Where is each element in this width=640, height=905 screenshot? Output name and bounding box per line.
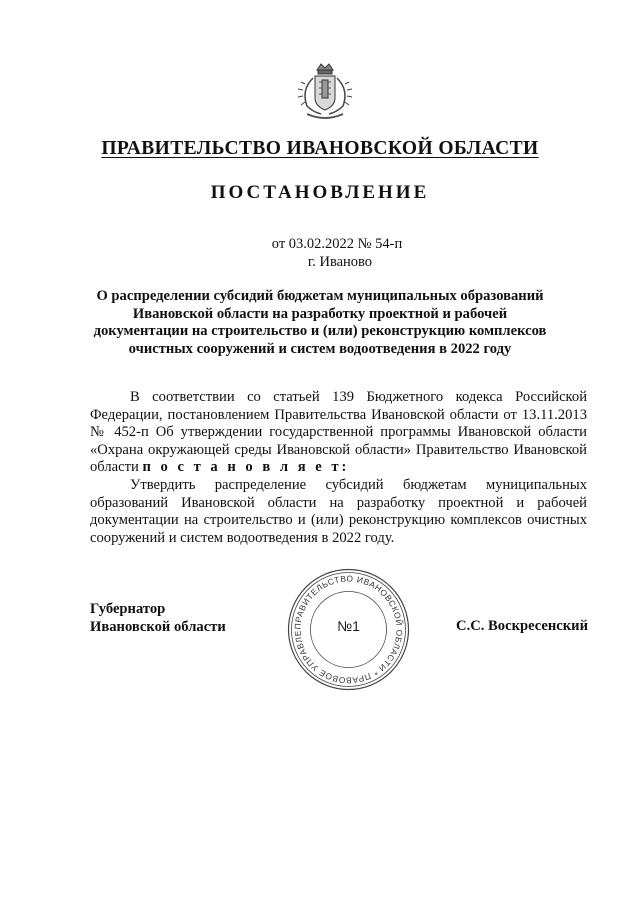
document-type-heading: ПОСТАНОВЛЕНИЕ [210, 182, 430, 203]
city-line: г. Иваново [307, 254, 373, 270]
document-subject: О распределении субсидий бюджетам муниципальных образований Ивановской области на разработку проектной и рабочей документации на строительство и (или) реконструкцию комплексов очистных сооружений и систем водоотведения в 2022 году [93, 288, 547, 357]
coat-of-arms-icon [293, 60, 357, 124]
signer-name: С.С. Воскресенский [456, 618, 588, 634]
official-seal [286, 567, 411, 692]
signer-position [90, 600, 226, 636]
signer-position-line-1: Губернатор [90, 601, 166, 617]
decree-word: п о с т а н о в л я е т: [142, 459, 350, 476]
seal-number: №1 [337, 618, 360, 634]
date-and-number: от 03.02.2022 № 54-п [271, 236, 403, 252]
body-paragraph-1: В соответствии со статьей 139 Бюджетного кодекса Российской Федерации, постановлением Правительства Ивановской области от 13.11.2013 № 452-п Об утверждении государственной программы Ивановской области «Охрана окружающей среды Ивановской области» Правительство Ивановской области п о с т а н о в л я е т: [90, 389, 587, 476]
signer-position-line-2: Ивановской области [90, 619, 226, 635]
svg-text:ПРАВИТЕЛЬСТВО ИВАНОВСКОЙ ОБЛАС: ПРАВИТЕЛЬСТВО ИВАНОВСКОЙ ОБЛАСТИ * ПРАВОВОЕ УПРАВЛЕ [292, 573, 405, 686]
body-paragraph-2: Утвердить распределение субсидий бюджетам муниципальных образований Ивановской области на разработку проектной и рабочей документации на строительство и (или) реконструкцию комплексов очистных сооружений и систем водоотведения в 2022 году. [90, 476, 587, 546]
document-body [90, 389, 587, 547]
government-title: ПРАВИТЕЛЬСТВО ИВАНОВСКОЙ ОБЛАСТИ [101, 138, 539, 159]
